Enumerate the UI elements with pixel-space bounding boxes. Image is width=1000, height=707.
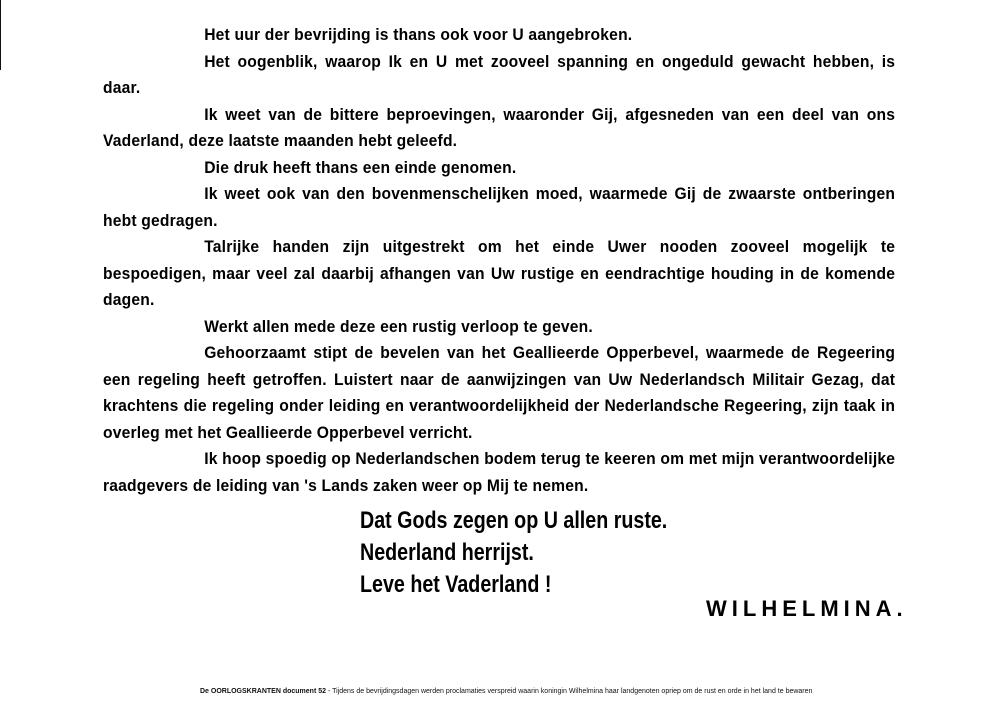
paragraph: Het uur der bevrijding is thans ook voor U aangebroken. (204, 25, 633, 44)
paragraph: Die druk heeft thans een einde genomen. (204, 157, 517, 177)
paragraph: Ik hoop spoedig op Nederlandschen bodem terug te keeren om met mijn verantwoordelijke raadgevers de leiding van 's Lands zaken weer op Mij te nemen. (103, 449, 896, 495)
proclamation-body (103, 22, 895, 499)
signature: WILHELMINA. (706, 596, 908, 621)
footer-text: - Tijdens de bevrijdingsdagen werden proclamaties verspreid waarin koningin Wilhelmina haar landgenoten opriep om de rust en orde in het land te bewaren (327, 688, 813, 695)
closing-line: Leve het Vaderland ! (360, 571, 552, 598)
closing-block (360, 505, 820, 601)
paragraph: Werkt allen mede deze een rustig verloop te geven. (204, 316, 593, 336)
paragraph: Gehoorzaamt stipt de bevelen van het Geallieerde Opperbevel, waarmede de Regeering een regeling heeft getroffen. Luistert naar de aanwijzingen van Uw Nederlandsch Militair Gezag, dat krachtens die regeling onder leiding en verantwoordelijkheid der Nederlandsche Regeering, zijn taak in overleg met het Geallieerde Opperbevel verricht. (103, 343, 896, 442)
page-edge-rule (0, 0, 1, 70)
closing-line: Dat Gods zegen op U allen ruste. (360, 507, 668, 534)
paragraph: Ik weet ook van den bovenmenschelijken moed, waarmede Gij de zwaarste ontberingen hebt gedragen. (103, 184, 896, 230)
footer-caption (200, 688, 812, 695)
closing-line: Nederland herrijst. (360, 539, 534, 566)
paragraph: Het oogenblik, waarop Ik en U met zooveel spanning en ongeduld gewacht hebben, is daar. (103, 51, 896, 97)
footer-series: De OORLOGSKRANTEN document 52 (200, 688, 327, 695)
paragraph: Talrijke handen zijn uitgestrekt om het einde Uwer nooden zooveel mogelijk te bespoedigen, maar veel zal daarbij afhangen van Uw rustige en eendrachtige houding in de komende dagen. (103, 237, 896, 309)
paragraph: Ik weet van de bittere beproevingen, waaronder Gij, afgesneden van een deel van ons Vaderland, deze laatste maanden hebt geleefd. (103, 104, 896, 150)
